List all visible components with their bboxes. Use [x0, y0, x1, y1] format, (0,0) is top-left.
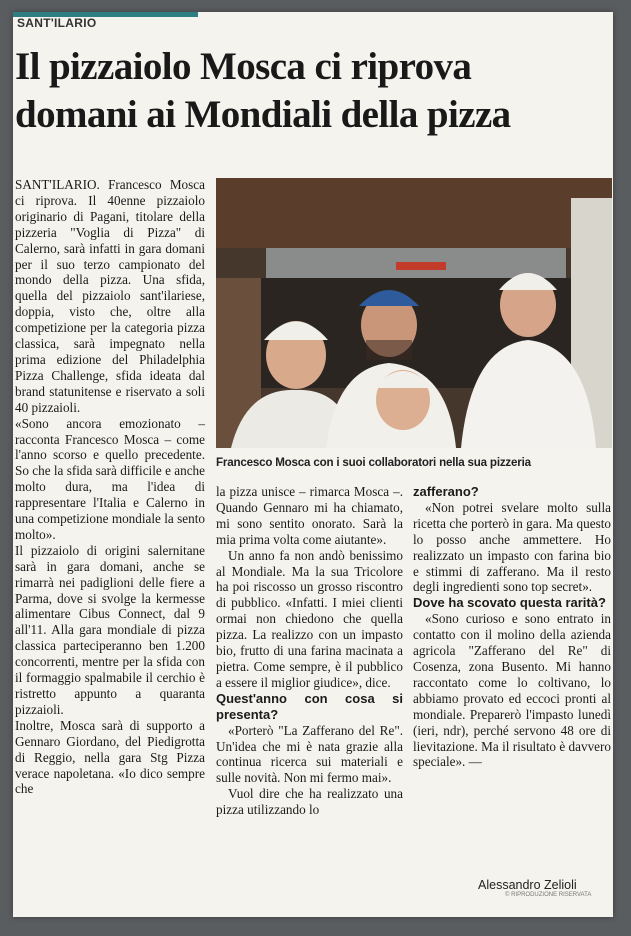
photo-caption: Francesco Mosca con i suoi collaboratori nella sua pizzeria — [216, 456, 531, 469]
newspaper-clipping — [13, 12, 613, 917]
headline-line-1: Il pizzaiolo Mosca ci riprova — [15, 45, 472, 88]
author-byline: Alessandro Zelioli — [478, 878, 577, 892]
article-paragraph: SANT'ILARIO. Francesco Mosca ci riprova. Il 40enne pizzaiolo originario di Pagani, titolare della pizzeria "Voglia di Pizza" di Calerno, sarà infatti in gara domani per il suo terzo campionato del mondo della pizza. Una sfida, quella del pizzaiolo sant'ilariese, doppia, visto che, oltre alla competizione per la categoria pizza classica, sarà impegnato nella prima edizione del Philadelphia Pizza Challenge, sfida ideata dal brand statunitense e riservato a soli 40 pizzaioli. — [15, 177, 205, 415]
article-paragraph: «Non potrei svelare molto sulla ricetta che porterò in gara. Ma questo lo posso anche ammettere. Ho realizzato un impasto con farina bio e stimmi di zafferano. Ma il resto degli ingredienti sono top secret». — [413, 499, 611, 595]
headline-line-2: domani ai Mondiali della pizza — [15, 93, 511, 136]
article-paragraph: Inoltre, Mosca sarà di supporto a Gennaro Giordano, del Piedigrotta di Reggio, nella gara Stg Pizza verace napoletana. «Io dico sempre che — [15, 717, 205, 797]
article-photo — [216, 178, 612, 448]
article-paragraph: Vuol dire che ha realizzato una pizza utilizzando lo — [216, 786, 403, 818]
article-column-1 — [15, 177, 205, 797]
article-paragraph: «Porterò "La Zafferano del Re". Un'idea che mi è nata grazie alla continua ricerca sui materiali e sulle novità. Non mi fermo mai». — [216, 722, 403, 786]
interview-question: Quest'anno con cosa si presenta? — [216, 690, 403, 722]
article-paragraph: Un anno fa non andò benissimo al Mondiale. Ma la sua Tricolore ha poi riscosso un grosso riscontro di pubblico. «Infatti. I miei clienti ormai non chiedono che quella pizza. La realizzo con un impasto bio, frutto di una farina macinata a pietra. Come sempre, è il pubblico a essere il miglior giudice», dice. — [216, 547, 403, 690]
section-label: SANT'ILARIO — [17, 16, 97, 30]
article-column-3 — [413, 484, 611, 770]
headline — [15, 43, 613, 139]
article-paragraph: Il pizzaiolo di origini salernitane sarà in gara domani, anche se rimarrà nei padiglioni delle fiere a Parma, dove si svolge la kermesse alimentare Cibus Connect, dal 9 all'11. Alla gara mondiale di pizza classica parteciperanno ben 1.200 concorrenti, mentre per la sfida con il formaggio spalmabile il cerchio è ristretto appunto a quaranta pizzaioli. — [15, 542, 205, 717]
interview-question: zafferano? — [413, 484, 479, 499]
article-column-2 — [216, 484, 403, 818]
article-paragraph: «Sono curioso e sono entrato in contatto con il molino della azienda agricola "Zafferano del Re" di Cosenza, zona Busento. Mi hanno raccontato come lo coltivano, lo abbiamo provato ed eccoci pronti al mondiale. Preparerò l'impasto lunedì (ieri, ndr), perché servono 48 ore di lievitazione. Ma il risultato è davvero speciale». — — [413, 611, 611, 770]
photo-illustration — [216, 178, 612, 448]
interview-question: Dove ha scovato questa rarità? — [413, 595, 606, 611]
copyright-credit: © RIPRODUZIONE RISERVATA — [505, 892, 592, 898]
article-paragraph: la pizza unisce – rimarca Mosca –. Quando Gennaro mi ha chiamato, mi sono sentito onorato. Sarà la mia prima volta come aiutante». — [216, 484, 403, 547]
article-paragraph: «Sono ancora emozionato – racconta Francesco Mosca – come l'anno scorso e quello precedente. So che la sfida sarà difficile e anche molto dura, ma l'idea di rappresentare l'Italia e Calerno in una competizione mondiale la sento molto». — [15, 415, 205, 542]
